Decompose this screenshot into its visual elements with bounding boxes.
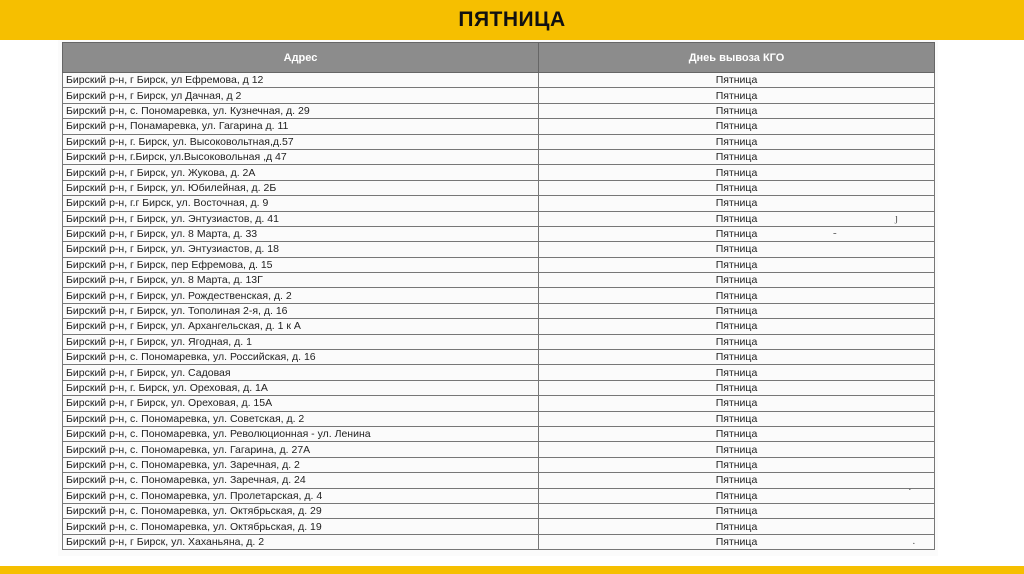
address-cell: Бирский р-н, г Бирск, ул. Энтузиастов, д. 41 [63, 211, 539, 226]
address-cell: Бирский р-н, г Бирск, ул. Ореховая, д. 15А [63, 396, 539, 411]
table-row [63, 319, 935, 334]
table-row [63, 257, 935, 272]
address-cell: Бирский р-н, г Бирск, ул. Энтузиастов, д. 18 [63, 242, 539, 257]
table-row [63, 350, 935, 365]
pickup-day-cell: Пятница [539, 103, 935, 118]
address-cell: Бирский р-н, г.г Бирск, ул. Восточная, д. 9 [63, 196, 539, 211]
pickup-day-cell: Пятница [539, 73, 935, 88]
address-cell: Бирский р-н, с. Пономаревка, ул. Заречная, д. 24 [63, 473, 539, 488]
table-row [63, 73, 935, 88]
table-row [63, 242, 935, 257]
pickup-day-cell: Пятница [539, 134, 935, 149]
bottom-banner [0, 566, 1024, 574]
address-cell: Бирский р-н, с. Пономаревка, ул. Октябрьская, д. 19 [63, 519, 539, 534]
pickup-day-cell: Пятница [539, 288, 935, 303]
table-row [63, 134, 935, 149]
address-cell: Бирский р-н, с. Пономаревка, ул. Российская, д. 16 [63, 350, 539, 365]
address-cell: Бирский р-н, г Бирск, ул. Садовая [63, 365, 539, 380]
table-row [63, 165, 935, 180]
pickup-day-cell: Пятница [539, 380, 935, 395]
pickup-day-cell: Пятница [539, 211, 935, 226]
address-cell: Бирский р-н, г Бирск, ул. Хаханьяна, д. 2 [63, 534, 539, 549]
table-row [63, 196, 935, 211]
pickup-day-cell: Пятница [539, 442, 935, 457]
address-cell: Бирский р-н, г Бирск, ул. Ягодная, д. 1 [63, 334, 539, 349]
address-cell: Бирский р-н, г.Бирск, ул.Высоковольная ,д 47 [63, 149, 539, 164]
address-cell: Бирский р-н, г Бирск, пер Ефремова, д. 15 [63, 257, 539, 272]
table-row [63, 288, 935, 303]
table-row [63, 396, 935, 411]
table-row [63, 534, 935, 549]
table-header-row [63, 43, 935, 73]
pickup-day-cell: Пятница [539, 88, 935, 103]
table-body [63, 73, 935, 550]
address-cell: Бирский р-н, г Бирск, ул. Юбилейная, д. 2Б [63, 180, 539, 195]
table-row [63, 411, 935, 426]
table-row [63, 457, 935, 472]
address-cell: Бирский р-н, Понамаревка, ул. Гагарина д. 11 [63, 119, 539, 134]
table-row [63, 519, 935, 534]
column-header-address: Адрес [63, 43, 539, 73]
address-cell: Бирский р-н, г Бирск, ул. Рождественская, д. 2 [63, 288, 539, 303]
pickup-day-cell: Пятница [539, 165, 935, 180]
table-row [63, 226, 935, 241]
pickup-day-cell: Пятница [539, 396, 935, 411]
table-row [63, 488, 935, 503]
pickup-day-cell: Пятница [539, 457, 935, 472]
address-cell: Бирский р-н, с. Пономаревка, ул. Кузнечная, д. 29 [63, 103, 539, 118]
address-cell: Бирский р-н, г Бирск, ул. 8 Марта, д. 13Г [63, 273, 539, 288]
table-row [63, 365, 935, 380]
table-row [63, 380, 935, 395]
table-row [63, 473, 935, 488]
pickup-day-cell: Пятница [539, 180, 935, 195]
table-row [63, 211, 935, 226]
pickup-day-cell: Пятница [539, 534, 935, 549]
address-cell: Бирский р-н, с. Пономаревка, ул. Гагарина, д. 27А [63, 442, 539, 457]
table-row [63, 442, 935, 457]
address-cell: Бирский р-н, г Бирск, ул. Жукова, д. 2А [63, 165, 539, 180]
ink-mark: - [833, 227, 837, 239]
address-cell: Бирский р-н, г Бирск, ул. Архангельская, д. 1 к А [63, 319, 539, 334]
pickup-day-cell: Пятница [539, 119, 935, 134]
pickup-day-cell: Пятница [539, 196, 935, 211]
pickup-day-cell: Пятница [539, 473, 935, 488]
address-cell: Бирский р-н, г Бирск, ул Ефремова, д 12 [63, 73, 539, 88]
pickup-day-cell: Пятница [539, 226, 935, 241]
pickup-day-cell: Пятница [539, 519, 935, 534]
address-cell: Бирский р-н, с. Пономаревка, ул. Советская, д. 2 [63, 411, 539, 426]
schedule-table [62, 42, 935, 550]
pickup-day-cell: Пятница [539, 488, 935, 503]
table-row [63, 334, 935, 349]
table-row [63, 88, 935, 103]
pickup-day-cell: Пятница [539, 319, 935, 334]
table-row [63, 103, 935, 118]
address-cell: Бирский р-н, г Бирск, ул. Тополиная 2-я, д. 16 [63, 303, 539, 318]
pickup-day-cell: Пятница [539, 334, 935, 349]
ink-mark: · [908, 484, 912, 496]
column-header-day: Днеь вывоза КГО [539, 43, 935, 73]
address-cell: Бирский р-н, с. Пономаревка, ул. Пролетарская, д. 4 [63, 488, 539, 503]
address-cell: Бирский р-н, г Бирск, ул Дачная, д 2 [63, 88, 539, 103]
address-cell: Бирский р-н, г. Бирск, ул. Высоковольтная,д.57 [63, 134, 539, 149]
slide-title: ПЯТНИЦА [458, 8, 566, 31]
table-row [63, 303, 935, 318]
table-row [63, 426, 935, 441]
pickup-day-cell: Пятница [539, 365, 935, 380]
table-row [63, 149, 935, 164]
address-cell: Бирский р-н, с. Пономаревка, ул. Октябрьская, д. 29 [63, 503, 539, 518]
table-row [63, 119, 935, 134]
pickup-day-cell: Пятница [539, 257, 935, 272]
table-row [63, 180, 935, 195]
title-banner [0, 0, 1024, 40]
address-cell: Бирский р-н, г. Бирск, ул. Ореховая, д. 1А [63, 380, 539, 395]
pickup-day-cell: Пятница [539, 350, 935, 365]
pickup-day-cell: Пятница [539, 426, 935, 441]
pickup-day-cell: Пятница [539, 303, 935, 318]
table-row [63, 273, 935, 288]
ink-mark: · [912, 538, 916, 550]
pickup-day-cell: Пятница [539, 149, 935, 164]
pickup-day-cell: Пятница [539, 411, 935, 426]
pickup-day-cell: Пятница [539, 503, 935, 518]
table-row [63, 503, 935, 518]
pickup-day-cell: Пятница [539, 273, 935, 288]
address-cell: Бирский р-н, с. Пономаревка, ул. Революционная - ул. Ленина [63, 426, 539, 441]
address-cell: Бирский р-н, г Бирск, ул. 8 Марта, д. 33 [63, 226, 539, 241]
pickup-day-cell: Пятница [539, 242, 935, 257]
ink-mark: ȷ [895, 212, 899, 224]
address-cell: Бирский р-н, с. Пономаревка, ул. Заречная, д. 2 [63, 457, 539, 472]
